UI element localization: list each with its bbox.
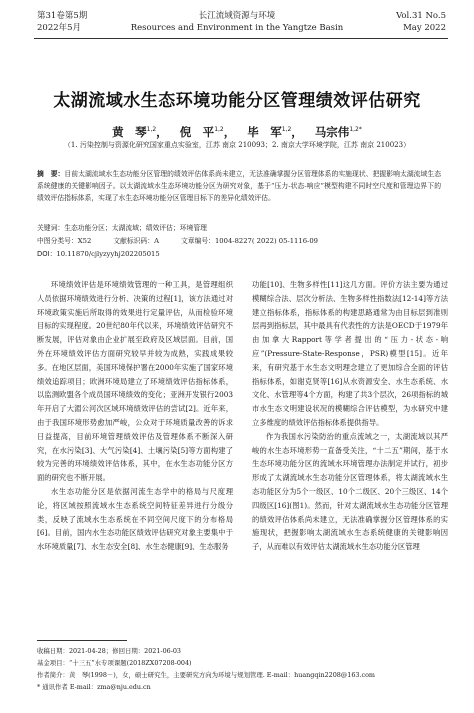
header-date-en: May 2022	[403, 23, 446, 33]
doc-code-value: A	[154, 237, 159, 245]
clc-label: 中图分类号：	[37, 237, 78, 245]
header-volume: 第31卷第5期	[37, 11, 88, 21]
body-column-right	[252, 278, 448, 554]
abstract	[37, 168, 441, 205]
header-journal-cn: 长江流域资源与环境	[198, 11, 276, 21]
doi-value[interactable]: 10.11870/cjlyzyyhj202205015	[56, 250, 160, 258]
footnote-rule	[37, 640, 127, 641]
author-name: 毕 军	[247, 125, 282, 139]
footnote-received: 收稿日期：2021-04-28；修回日期：2021-06-03	[37, 647, 181, 655]
abstract-label: 摘 要：	[37, 170, 65, 178]
keywords-label: 关键词：	[37, 224, 65, 232]
footnote-corresponding: * 通讯作者 E-mail：zma@nju.edu.cn	[37, 683, 151, 691]
paper-title: 太湖流域水生态环境功能分区管理绩效评估研究	[53, 91, 421, 111]
header-volume-en: Vol.31 No.5	[396, 11, 446, 21]
footnote-fund: 基金项目：“十三五”水专项课题(2018ZX07208-004)	[37, 659, 192, 667]
author-affil-mark: 1,2	[146, 126, 157, 134]
author-affil-mark: 1,2*	[349, 126, 362, 134]
body-paragraph: 环境绩效评估是环境绩效管理的一种工具，是管理组织人员依据环境绩效进行分析、决策的过程[1]，该方法通过对环境政策实施后所取得的效果进行定量评估，从而检验环境目标的实现程度。20世纪80年代以来，环境绩效评估研究不断发展，评估对象由企业扩展至政府及区域层面。目前，国外在环境绩效评估方面研究较早并较为成熟，实践成果较多。在地区层面，美国环境保护署在2000年实施了国家环境绩效追踪项目；欧洲环境局建立了环境绩效评估指标体系，以监测欧盟各个成员国环境绩效的变化；亚洲开发银行2003年开启了大湄公河次区域环境绩效评估的尝试[2]。近年来，由于我国环境形势愈加严峻，公众对于环境质量改善的诉求日益提高，目前环境管理绩效评估及管理体系不断深入研究，在水污染[3]、大气污染[4]、土壤污染[5]等方面构建了较为完善的环境绩效评估体系，其中，在水生态功能分区方面的研究也不断开展。	[37, 280, 233, 483]
article-id-value: 1004-8227( 2022) 05-1116-09	[214, 237, 318, 245]
body-paragraph: 作为我国水污染防治的重点流域之一，太湖流域以其严峻的水生态环境形势一直备受关注，“十二五”期间，基于水生态环境功能分区的流域水环境管理办法制定并试行，初步形成了太湖流域水生态功能分区管理体系，将太湖流域水生态功能区分为5个一级区、10个二级区、20个三级区、14个四级区[16](图1)。然而，针对太湖流域水生态功能分区管理的绩效评估体系尚未建立，无法准确掌握分区管理体系的实施现状，把握影响太湖流域水生态系统健康的关键影响因子，从而难以有效评估太湖流域水生态功能分区管理	[252, 431, 448, 552]
body-paragraph: 功能[10]、生物多样性[11]这几方面。评价方法主要为通过模糊综合法、层次分析法、生物多样性指数法[12-14]等方法建立指标体系，指标体系的构建思路通常为由目标层到准则层再到指标层，其中最具有代表性的方法是OECD于1979年由加拿大Rapport等学者提出的“压力-状态-响应”(Pressure-State-Response，PSR)模型[15]。近年来，有研究基于水生态文明理念建立了更加综合全面的评估指标体系，如谢克贤等[16]从水资源安全、水生态系统、水文化、水管理等4个方面，构建了共3个层次，26项指标的城市水生态文明建设状况的模糊综合评估模型，为水研究中建立多维度的绩效评估指标体系提供指导。	[252, 280, 448, 427]
classification-line	[37, 235, 447, 247]
clc-value: X52	[77, 237, 92, 245]
article-id-label: 文章编号：	[180, 237, 215, 245]
keywords	[37, 222, 447, 234]
author-name: 黄 琴	[112, 125, 147, 139]
document-code	[113, 235, 159, 247]
body-paragraph: 水生态功能分区是依据河流生态学中的格局与尺度理论，将区域按照流域水生态系统空间特征差异进行分级分类，反映了流域水生态系统在不同空间尺度下的分布格局[6]。目前，国内水生态功能区绩效评估研究对象主要集中于水环境质量[7]、水生态安全[8]、水生态健康[9]、生态服务	[37, 486, 233, 552]
header-date-cn: 2022年5月	[37, 23, 82, 33]
header-rule	[34, 38, 448, 39]
author-list: 黄 琴$^{1,2}$， 倪 平$^{1,2}$， 毕 军$^{1,2}$， 马宗伟$^{1,2*}$	[112, 125, 362, 139]
author-affil-mark: 1,2	[214, 126, 224, 134]
doi-line	[37, 248, 447, 260]
clc-number	[37, 235, 91, 247]
doc-code-label: 文献标识码：	[113, 237, 155, 245]
author-name: 倪 平	[179, 125, 215, 139]
footnote-author: 作者简介：黄 琴(1998－)，女，硕士研究生，主要研究方向为环境与规划管理. E-mail：huangqin2208@163.com	[37, 671, 375, 679]
header-journal-en: Resources and Environment in the Yangtze Basin	[130, 23, 344, 33]
abstract-text: 目前太湖流域水生态功能分区管理的绩效评估体系尚未建立，无法准确掌握分区管理体系的实施现状、把握影响太湖流域生态系统健康的关键影响因子。以太湖流域水生态环境功能分区为研究对象，基于“压力-状态-响应”模型构建不同时空尺度和管理边界下的绩效评估指标体系，实现了水生态环境功能分区管理目标下的差异化绩效评估。	[37, 170, 442, 203]
article-id	[181, 235, 318, 247]
author-name: 马宗伟	[314, 125, 350, 139]
author-affil-mark: 1,2	[281, 126, 292, 134]
body-column-left	[37, 278, 233, 554]
running-header-right	[396, 10, 446, 34]
keywords-text: 生态功能分区；太湖流域；绩效评估；环境管理	[64, 224, 207, 232]
doi-label: DOI：	[37, 250, 57, 258]
affiliation: （1. 污染控制与资源化研究国家重点实验室，江苏 南京 210093；2. 南京大学环境学院，江苏 南京 210023）	[63, 141, 411, 149]
